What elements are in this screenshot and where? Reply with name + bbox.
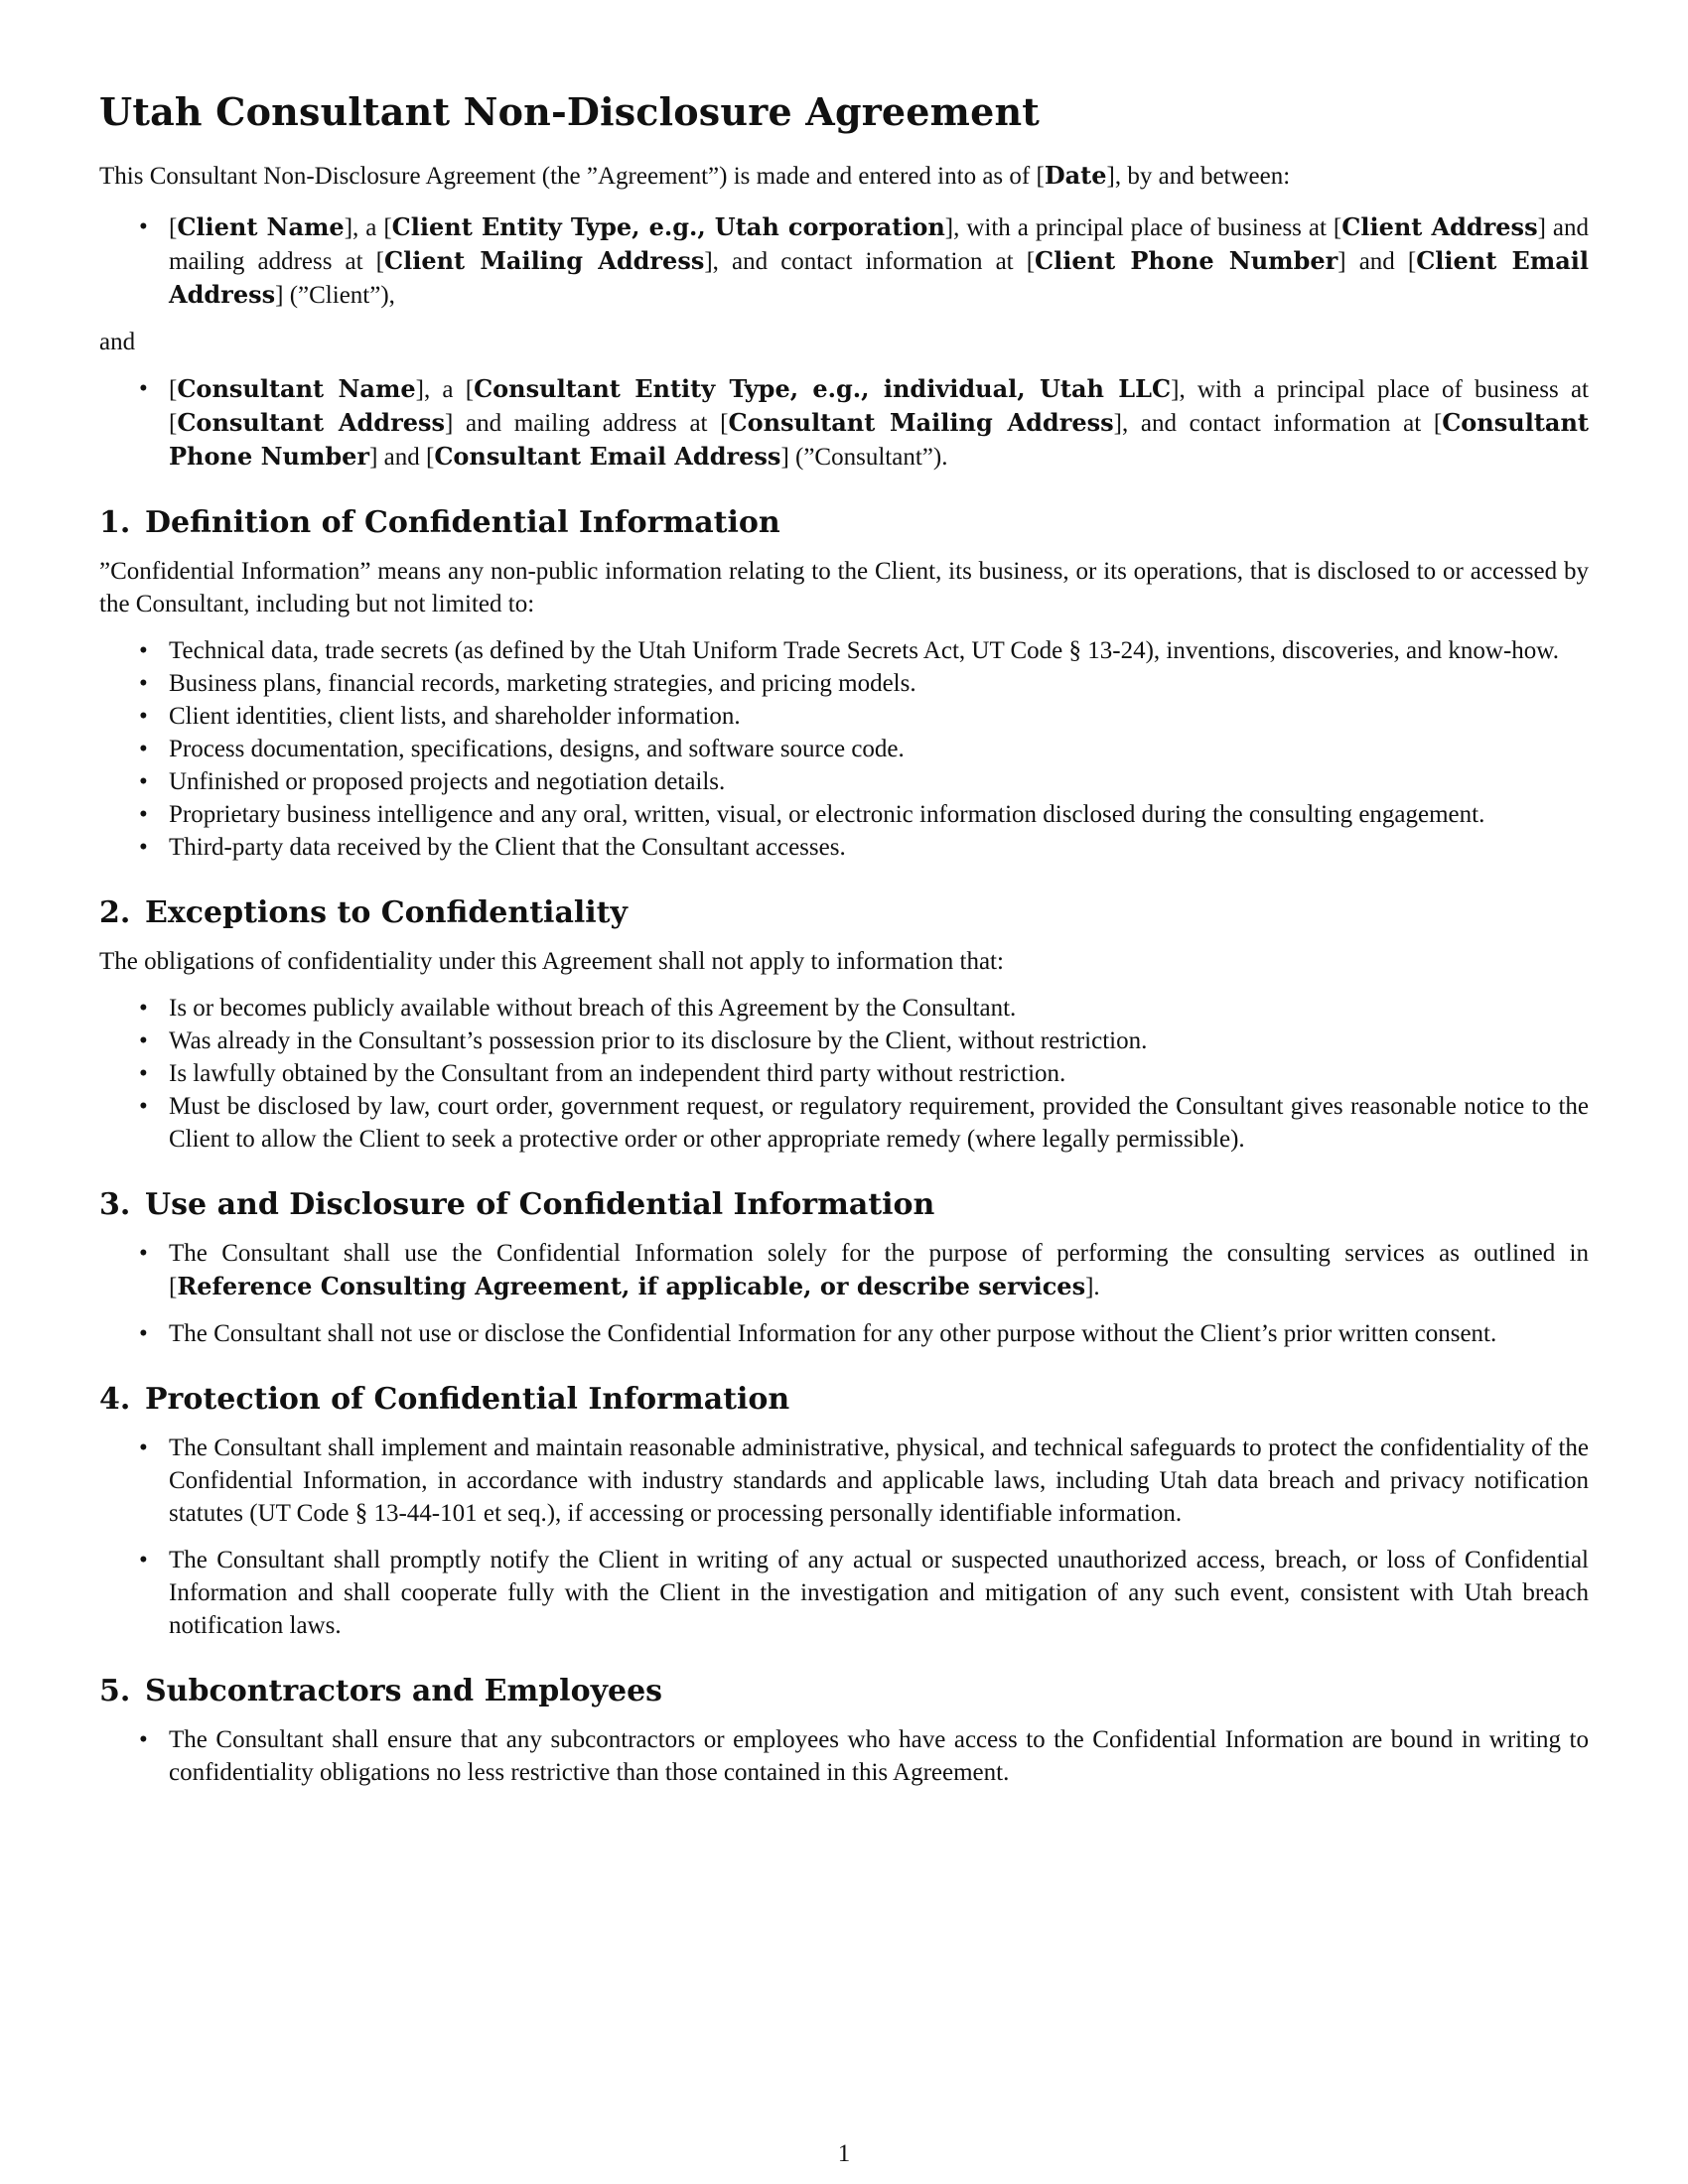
list-item: • The Consultant shall use the Confidential Information solely for the purpose of performing the consulting services as outlined in [Reference Consulting Agreement, if applicable, or describe services].	[99, 1237, 1589, 1303]
client-email-placeholder: Client Email Address	[169, 246, 1590, 309]
list-item: • Must be disclosed by law, court order, government request, or regulatory requirement, provided the Consultant gives reasonable notice to the Client to allow the Client to seek a protective order or other appropriate remedy (where legally permissible).	[99, 1090, 1589, 1156]
client-party-item: • [Client Name], a [Client Entity Type, e.g., Utah corporation], with a principal place of business at [Client Address] and mailing address at [Client Mailing Address], and contact information at [Client Phone Number] and [Client Email Address] (”Client”),	[99, 210, 1589, 312]
section-2-heading: 2. Exceptions to Confidentiality	[99, 895, 628, 930]
consultant-phone-placeholder: Consultant Phone Number	[169, 408, 1589, 471]
consultant-address-placeholder: Consultant Address	[177, 408, 446, 437]
document-title: Utah Consultant Non-Disclosure Agreement	[99, 89, 1041, 134]
list-item: • Business plans, financial records, marketing strategies, and pricing models.	[99, 667, 1589, 700]
section-3-heading: 3. Use and Disclosure of Confidential Information	[99, 1187, 935, 1222]
services-placeholder: Reference Consulting Agreement, if applicable, or describe services	[177, 1272, 1086, 1300]
list-item: • Technical data, trade secrets (as defined by the Utah Uniform Trade Secrets Act, UT Code § 13-24), inventions, discoveries, and know-how.	[99, 634, 1589, 667]
consultant-mailing-placeholder: Consultant Mailing Address	[728, 408, 1114, 437]
client-mailing-placeholder: Client Mailing Address	[384, 246, 705, 275]
section-2-paragraph: The obligations of confidentiality under this Agreement shall not apply to information that:	[99, 948, 1004, 975]
list-item: • The Consultant shall not use or disclose the Confidential Information for any other purpose without the Client’s prior written consent.	[99, 1317, 1589, 1350]
party-list-consultant	[99, 372, 1589, 474]
list-item: • Is lawfully obtained by the Consultant from an independent third party without restriction.	[99, 1057, 1589, 1090]
section-1-paragraph: ”Confidential Information” means any non-public information relating to the Client, its business, or its operations, that is disclosed to or accessed by the Consultant, including but not limited to:	[99, 558, 1589, 617]
list-item: • The Consultant shall implement and maintain reasonable administrative, physical, and technical safeguards to protect the confidentiality of the Confidential Information, in accordance with industry standards and applicable laws, including Utah data breach and privacy notification statutes (UT Code § 13-44-101 et seq.), if accessing or processing personally identifiable information.	[99, 1432, 1589, 1530]
list-item: • Proprietary business intelligence and any oral, written, visual, or electronic information disclosed during the consulting engagement.	[99, 798, 1589, 831]
section-2-list	[99, 992, 1589, 1156]
list-item: • Unfinished or proposed projects and negotiation details.	[99, 765, 1589, 798]
consultant-entity-placeholder: Consultant Entity Type, e.g., individual, Utah LLC	[474, 374, 1172, 403]
consultant-party-item: • [Consultant Name], a [Consultant Entity Type, e.g., individual, Utah LLC], with a principal place of business at [Consultant Address] and mailing address at [Consultant Mailing Address], and contact information at [Consultant Phone Number] and [Consultant Email Address] (”Consultant”).	[99, 372, 1589, 474]
date-placeholder: Date	[1044, 161, 1107, 190]
section-5-heading: 5. Subcontractors and Employees	[99, 1674, 663, 1708]
page-number: 1	[837, 2140, 851, 2167]
intro-paragraph: This Consultant Non-Disclosure Agreement (the ”Agreement”) is made and entered into as of [Date], by and between:	[99, 161, 1291, 190]
consultant-email-placeholder: Consultant Email Address	[434, 442, 781, 471]
client-entity-placeholder: Client Entity Type, e.g., Utah corporation	[391, 212, 945, 241]
list-item: • Process documentation, specifications, designs, and software source code.	[99, 733, 1589, 765]
document-page	[99, 87, 1589, 1789]
party-list-client	[99, 210, 1589, 312]
section-1-heading: 1. Definition of Confidential Information	[99, 505, 780, 540]
client-address-placeholder: Client Address	[1341, 212, 1538, 241]
list-item: • Is or becomes publicly available without breach of this Agreement by the Consultant.	[99, 992, 1589, 1024]
section-4-list	[99, 1432, 1589, 1642]
list-item: • Was already in the Consultant’s possession prior to its disclosure by the Client, without restriction.	[99, 1024, 1589, 1057]
client-name-placeholder: Client Name	[177, 212, 345, 241]
list-item: • The Consultant shall promptly notify the Client in writing of any actual or suspected unauthorized access, breach, or loss of Confidential Information and shall cooperate fully with the Client in the investigation and mitigation of any such event, consistent with Utah breach notification laws.	[99, 1544, 1589, 1642]
consultant-name-placeholder: Consultant Name	[177, 374, 416, 403]
list-item: • Third-party data received by the Client that the Consultant accesses.	[99, 831, 1589, 864]
list-item: • The Consultant shall ensure that any subcontractors or employees who have access to the Confidential Information are bound in writing to confidentiality obligations no less restrictive than those contained in this Agreement.	[99, 1723, 1589, 1789]
section-1-list	[99, 634, 1589, 864]
and-text: and	[99, 329, 136, 355]
list-item: • Client identities, client lists, and shareholder information.	[99, 700, 1589, 733]
section-4-heading: 4. Protection of Confidential Information	[99, 1382, 790, 1417]
client-phone-placeholder: Client Phone Number	[1035, 246, 1338, 275]
section-5-list	[99, 1723, 1589, 1789]
section-3-list	[99, 1237, 1589, 1350]
